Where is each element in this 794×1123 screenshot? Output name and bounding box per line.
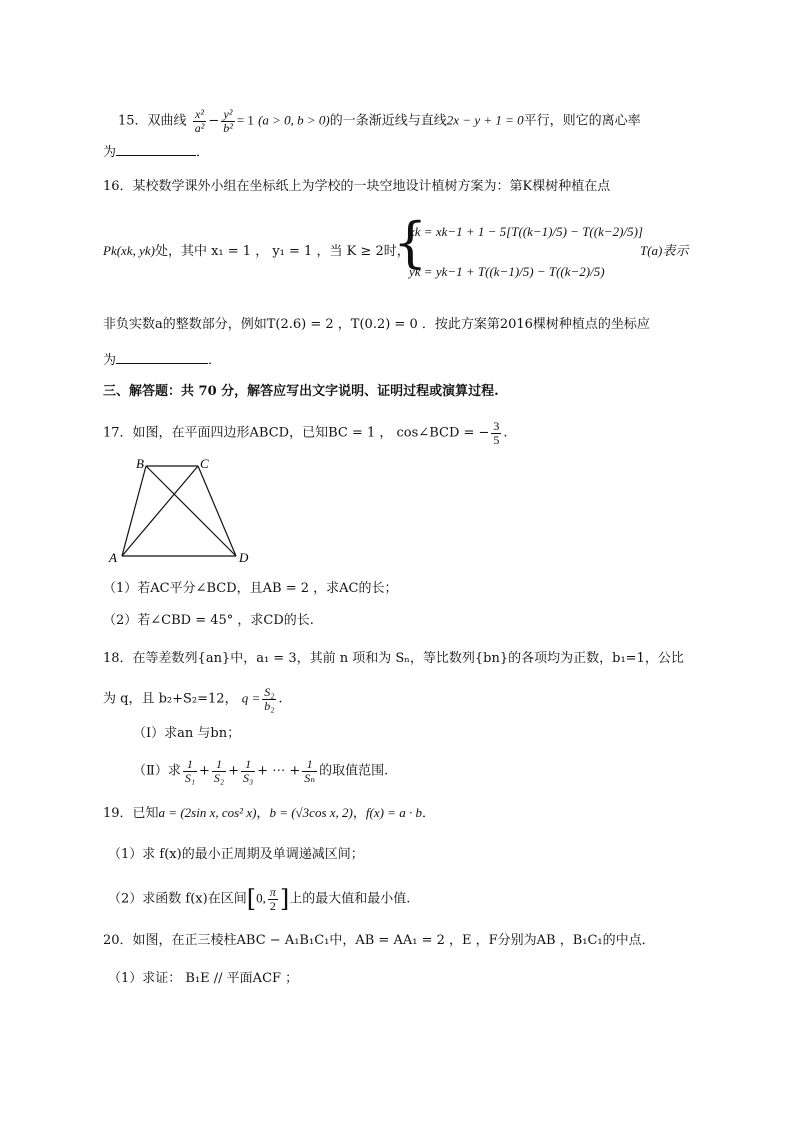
- q16-answer-blank[interactable]: [116, 363, 208, 364]
- q15-answer-prefix: 为: [103, 145, 117, 160]
- q15-prefix: 双曲线: [147, 113, 187, 129]
- q17-part2: [103, 614, 314, 627]
- q18-q-eq: q =: [241, 690, 261, 706]
- q16-line2-left: [103, 244, 410, 258]
- q15-condition: (a > 0, b > 0): [258, 112, 330, 128]
- q15-frac-x: $\frac{\text{x²}}{\text{a²}}$: [194, 107, 205, 135]
- q20-stem-text: 20．如图，在正三棱柱ABC − A₁B₁C₁中，AB = AA₁ = 2 ，E ，F分别为AB ，B₁C₁的中点．: [103, 933, 655, 948]
- q18-part2-suffix: 的取值范围.: [319, 763, 389, 779]
- q16-system: [393, 211, 643, 290]
- q19-part2-prefix: （2）求函数 f(x)在区间: [108, 891, 247, 907]
- q16-answer-prefix: 为: [103, 353, 117, 368]
- q19-part2-suffix: 上的最大值和最小值.: [289, 891, 411, 907]
- label-d: D: [239, 550, 249, 565]
- q19-interval-left: 0,: [256, 890, 266, 906]
- q18-sum-term-3: $\frac{1}{\text{S₃}}$: [243, 757, 254, 785]
- q19-sep-2: ，: [352, 806, 366, 821]
- q18-line2: [103, 686, 283, 712]
- q16-conds: 处，其中 x₁ = 1 ， y₁ = 1 ，当 K ≥ 2时，: [154, 244, 410, 259]
- q18-part1-text: （Ⅰ）求an 与bn；: [133, 726, 241, 741]
- q20-part1-text: （1）求证： B₁E // 平面ACF ；: [108, 971, 299, 986]
- q19-sep-1: ，: [256, 806, 270, 821]
- q16-eq1: xk = xk−1 + 1 − 5[T((k−1)/5) − T((k−2)/5)]: [409, 224, 643, 239]
- q15-number: 15．: [118, 113, 148, 129]
- q19-part1-text: （1）求 f(x)的最小正周期及单调递减区间；: [108, 847, 364, 862]
- q16-line3: [103, 318, 650, 331]
- q19-part1: [108, 848, 364, 861]
- q16-tail: [640, 244, 688, 258]
- q19-vec-a: a = (2sin x, cos² x): [158, 805, 257, 820]
- q19-part2: （2）求函数 f(x)在区间[0, $\frac{\pi}{2}$ ]上的最大值和最小值.: [108, 885, 411, 914]
- section-3-heading: [103, 385, 499, 398]
- q18-line2-prefix: 为 q，且 b₂+S₂=12，: [103, 691, 238, 707]
- q20-part1: [108, 972, 298, 985]
- q17-frac: $\frac{3}{5}$: [493, 419, 500, 447]
- q17-end: .: [503, 425, 508, 441]
- q19-stem-text: 19．已知: [103, 806, 159, 821]
- q16-tail-text: T(a)表示: [640, 243, 689, 258]
- q19-end: ．: [421, 806, 435, 821]
- q17-part2-text: （2）若∠CBD = 45° ，求CD的长.: [103, 613, 314, 628]
- q19-f-def: f(x) = a · b: [365, 805, 422, 820]
- label-b: B: [136, 456, 144, 471]
- q15-suffix: 平行，则它的离心率: [523, 113, 641, 129]
- q15-answer-blank[interactable]: [116, 155, 196, 156]
- q18-frac: $\frac{\text{S₂}}{\text{b₂}}$: [264, 685, 275, 713]
- q19-pi-frac: $\frac{\pi}{2}$: [269, 885, 276, 913]
- q19-stem: [103, 806, 435, 820]
- q17-part1-text: （1）若AC平分∠BCD，且AB = 2 ，求AC的长；: [103, 581, 398, 596]
- q18-part2-prefix: （Ⅱ）求: [133, 763, 181, 779]
- q15-middle: 的一条渐近线与直线: [329, 113, 447, 129]
- q16-brace-icon: {: [393, 211, 428, 274]
- q18-stem: [103, 652, 684, 665]
- q17-part1: [103, 582, 398, 595]
- q17-stem-text: 17．如图，在平面四边形ABCD，已知BC = 1 ， cos∠BCD = −: [103, 425, 490, 441]
- q18-part1: [133, 727, 240, 740]
- q18-line2-end: .: [278, 691, 283, 707]
- q18-sum-term-n: $\frac{1}{\text{Sₙ}}$: [304, 757, 316, 785]
- q18-part2-mid: + ⋯ +: [257, 763, 301, 779]
- q18-part2: （Ⅱ）求 $\frac{1}{\text{S₁}}$ + $\frac{1}{\text{S₂}}$ + $\frac{1}{\text{S₃}}$ + ⋯ + $\frac{1}{\text{Sₙ}}$ 的取值范围.: [133, 757, 389, 785]
- q16-line4: [103, 354, 221, 367]
- q15-frac-y: $\frac{\text{y²}}{\text{b²}}$: [223, 107, 233, 135]
- q18-sum-term-1: $\frac{1}{\text{S₁}}$: [184, 757, 196, 785]
- q15-end: ．: [196, 145, 210, 160]
- q15-line2: [103, 146, 209, 159]
- label-c: C: [200, 456, 209, 471]
- q16-eq2: yk = yk−1 + T((k−1)/5) − T((k−2)/5): [409, 264, 605, 279]
- q17-quadrilateral-figure: [106, 456, 266, 566]
- q16-line1: [103, 180, 610, 193]
- q20-stem: [103, 934, 655, 947]
- q16-point: Pk(xk, yk): [103, 243, 155, 258]
- q16-line3-text: 非负实数a的整数部分，例如T(2.6) = 2 ，T(0.2) = 0 ．按此方案第2016棵树种植点的坐标应: [103, 317, 650, 332]
- q18-stem-text: 18．在等差数列{an}中，a₁ = 3，其前 n 项和为 Sₙ，等比数列{bn}的各项均为正数，b₁=1，公比: [103, 651, 684, 666]
- section-3-text: 三、解答题：共 70 分，解答应写出文字说明、证明过程或演算过程.: [103, 384, 499, 399]
- q17-stem: [103, 420, 508, 446]
- q16-line1-text: 16．某校数学课外小组在坐标纸上为学校的一块空地设计植树方案为：第K棵树种植在点: [103, 179, 611, 194]
- q16-end: ．: [208, 353, 222, 368]
- q19-vec-b: b = (√3cos x, 2): [269, 805, 353, 820]
- q18-sum-term-2: $\frac{1}{\text{S₂}}$: [213, 757, 225, 785]
- q15-line1: 15．双曲线 $\frac{\text{x²}}{\text{a²}}$ − $\frac{\text{y²}}{\text{b²}}$ = 1 (a > 0, b > 0)的一条渐近线与直线2x − y + 1 = 0平行，则它的离心率: [118, 107, 641, 135]
- label-a: A: [109, 550, 117, 565]
- q15-line-eq: 2x − y + 1 = 0: [446, 112, 524, 128]
